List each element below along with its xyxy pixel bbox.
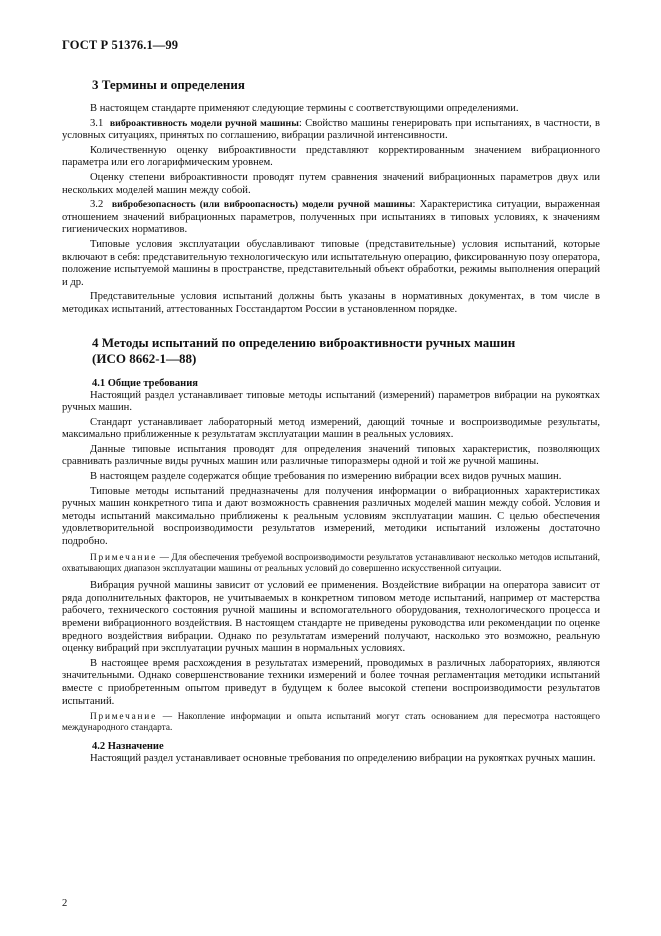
note-1-text: — Для обеспечения требуемой воспроизводимости результатов устанавливают несколько методов испытаний, охватывающих диапазон эксплуатации машины от реальных условий до совершенно искусственной ситуации. [62,552,600,574]
section-4-title-line1: 4 Методы испытаний по определению виброактивности ручных машин [92,334,516,350]
note-2 [62,712,600,735]
definition-3-2-text: : Характеристика ситуации, выраженная отношением значений вибрационных параметров, полученных при испытаниях в типовых условиях, к значениям гигиенических нормативов. [62,199,600,236]
paragraph-typical-conditions: Типовые условия эксплуатации обуславливают типовые (представительные) условия испытаний, которые включают в себя: представительную технологическую или испытательную операцию, фиксированную позу оператора, положение испытуемой машины в пространстве, представительный объект обработки, режимы выполнения операций и др. [62,238,600,288]
definition-3-2 [62,199,600,237]
paragraph-4-1-3: Данные типовые испытания проводят для определения значений типовых характеристик, позволяющих сравнивать различные виды ручных машин или различные типоразмеры одной и той же ручной машины. [62,443,600,468]
paragraph-4-1-1: Настоящий раздел устанавливает типовые методы испытаний (измерений) параметров вибрации на рукоятках ручных машин. [62,389,600,414]
note-2-label: Примечание [90,712,157,723]
paragraph-4-1-2: Стандарт устанавливает лабораторный метод измерений, дающий точные и воспроизводимые результаты, максимально приближенные к результатам эксплуатации машин в реальных условиях. [62,416,600,441]
paragraph-4-1-4: В настоящем разделе содержатся общие требования по измерению вибрации всех видов ручных машин. [90,471,562,483]
paragraph-quantitative: Количественную оценку виброактивности представляют корректированным значением вибрационного параметра или его логарифмическим уровнем. [62,144,600,169]
definition-3-1-number: 3.1 [90,117,104,129]
note-2-text: — Накопление информации и опыта испытаний могут стать основанием для пересмотра настоящего международного стандарта. [62,712,600,734]
note-1-label: Примечание [90,552,157,563]
definition-3-1-term: виброактивность модели ручной машины [109,117,299,129]
section-3-title: 3 Термины и определения [92,77,245,92]
definition-3-2-number: 3.2 [90,199,104,211]
paragraph-4-1-5: Типовые методы испытаний предназначены для получения информации о вибрационных характеристиках ручных машин конкретного типа и дают возможность сравнения различных моделей машин между собой. Условия и методы испытаний максимально приближены к реальным условиям эксплуатации машин. С целью обеспечения удовлетворительной воспроизводимости результатов измерений, методики испытаний изложены достаточно подробно. [62,485,600,548]
paragraph-representative-conditions: Представительные условия испытаний должны быть указаны в нормативных документах, в том числе в методиках испытаний, аттестованных Госстандартом России в установленном порядке. [62,291,600,315]
definition-3-2-term: вибробезопасность (или виброопасность) модели ручной машины [111,199,413,211]
note-1 [62,553,600,576]
definition-3-1-text: : Свойство машины генерировать при испытаниях, в частности, в условных ситуациях, принятых по соглашению, вибрации различной интенсивности. [62,117,601,142]
section-4-title-line2: (ИСО 8662-1—88) [92,350,197,366]
document-header: ГОСТ Р 51376.1—99 [62,38,179,52]
paragraph-degree: Оценку степени виброактивности проводят путем сравнения значений вибрационных параметров двух или нескольких моделей машин между собой. [62,171,600,196]
definition-3-1 [62,118,600,143]
document-page [62,38,600,767]
section-3-intro: В настоящем стандарте применяют следующие термины с соответствующими определениями. [90,103,519,114]
section-4-title [92,335,600,367]
subsection-4-2-title: 4.2 Назначение [92,740,164,752]
paragraph-4-2-1: Настоящий раздел устанавливает основные требования по определению вибрации на рукоятках ручных машин. [90,752,596,764]
subsection-4-1-title: 4.1 Общие требования [92,377,198,389]
page-number: 2 [62,898,68,909]
paragraph-4-1-7: В настоящее время расхождения в результатах измерений, проводимых в различных лабораториях, являются значительными. Однако совершенствование техники измерений и более точная регламентация методики испытаний вместе с приобретенным опытом приведут в будущем к более высокой степени воспроизводимости результатов испытаний. [62,657,600,707]
paragraph-4-1-6: Вибрация ручной машины зависит от условий ее применения. Воздействие вибрации на оператора зависит от ряда дополнительных факторов, не учитываемых в конкретном типовом методе испытаний, например от мастерства рабочего, технического состояния ручной машины и вспомогательного оборудования, технологического процесса и времени вибрационного воздействия. В настоящем стандарте не приведены руководства или рекомендации по оценке вредного воздействия вибрации. Однако по результатам измерений получают, насколько это возможно, реальную оценку вибраций при эксплуатации ручных машин в нормальных условиях. [62,580,600,655]
